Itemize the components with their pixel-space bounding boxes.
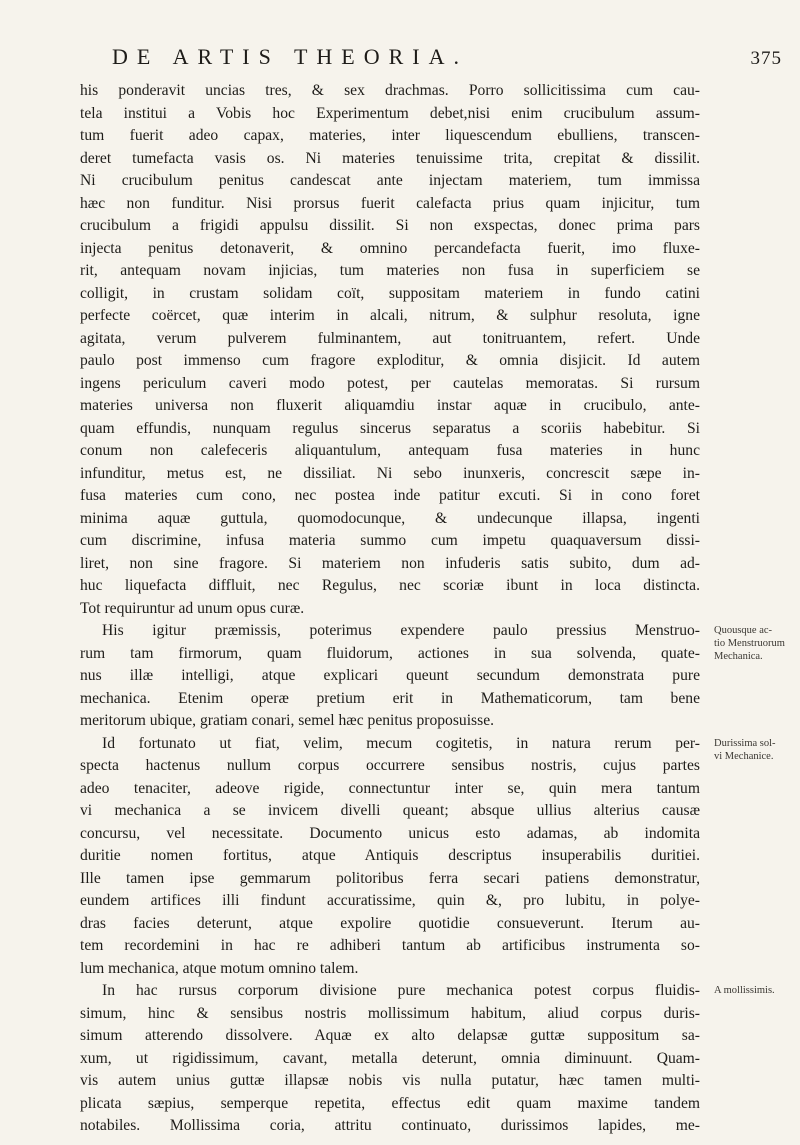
running-title: DE ARTIS THEORIA.: [112, 44, 468, 69]
text-line: fusa materies cum cono, nec postea inde patitur excuti. Si in cono foret: [80, 487, 700, 504]
text-line: In hac rursus corporum divisione pure mechanica potest corpus fluidis-: [102, 982, 700, 999]
text-line: tem recordemini in hac re adhiberi tantum ab artificibus instrumenta so-: [80, 937, 700, 954]
margin-note: [714, 984, 794, 997]
text-line: perfecte coërcet, quæ interim in alcali, nitrum, & sulphur resoluta, igne: [80, 307, 700, 324]
text-line: rum tam firmorum, quam fluidorum, actiones in sua solvenda, quate-: [80, 644, 700, 662]
text-line: vi mechanica a se invicem divelli queant; absque ullius alterius causæ: [80, 802, 700, 819]
text-line: tela institui a Vobis hoc Experimentum debet,nisi enim crucibulum assum-: [80, 104, 700, 122]
text-line: conum non calefeceris aliquantulum, antequam fusa materies in hunc: [80, 442, 700, 459]
text-line: vis autem unius guttæ illapsæ nobis vis nulla putatur, hæc tamen multi-: [80, 1072, 700, 1089]
text-line: concursu, vel necessitate. Documento unicus esto adamas, ab indomita: [80, 824, 700, 842]
page-number: 375: [750, 48, 782, 69]
text-line: huc liquefacta diffluit, nec Regulus, nec scoriæ ibunt in loca distincta.: [80, 577, 700, 594]
text-line: hæc non funditur. Nisi prorsus fuerit calefacta prius quam injicitur, tum: [80, 194, 700, 212]
text-line: nus illæ intelligi, atque explicari queunt secundum demonstrata pure: [80, 667, 700, 684]
text-line: plicata sæpius, semperque repetita, effectus edit quam maxime tandem: [80, 1094, 700, 1112]
text-line: tum fuerit adeo capax, materies, inter liquescendum ebulliens, transcen-: [80, 127, 700, 144]
text-line: cum discrimine, infusa materia summo cum impetu quaquaversum dissi-: [80, 532, 700, 549]
margin-note-line: vi Mechanice.: [714, 750, 774, 762]
text-line: simum, hinc & sensibus nostris mollissimum habitum, aliud corpus duris-: [80, 1004, 700, 1022]
margin-note-line: Quousque ac-: [714, 625, 773, 636]
text-line: duritie nomen fortitus, atque Antiquis descriptus insuperabilis duritiei.: [80, 847, 700, 864]
text-line: His igitur præmissis, poterimus expendere paulo pressius Menstruo-: [102, 622, 700, 639]
margin-note-line: Mechanica.: [714, 651, 763, 662]
text-line: crucibulum a frigidi appulsu dissilit. Si non exspectas, donec prima pars: [80, 217, 700, 234]
text-line: agitata, verum pulverem fulminantem, aut tonitruantem, refert. Unde: [80, 329, 700, 347]
text-line: ingens periculum caveri modo potest, per cautelas memoratas. Si rursum: [80, 374, 700, 392]
text-line: eundem artifices illi findunt accuratissime, quin &, pro lubitu, in polye-: [80, 892, 700, 909]
text-line: liret, non sine fragore. Si materiem non infuderis satis subito, dum ad-: [80, 554, 700, 572]
text-line: materies universa non fluxerit aliquamdiu instar aquæ in crucibulo, ante-: [80, 397, 700, 414]
text-line: Ni crucibulum penitus candescat ante injectam materiem, tum immissa: [80, 172, 700, 189]
text-line: dras facies deterunt, atque expolire quotidie consueverunt. Iterum au-: [80, 914, 700, 932]
text-line: mechanica. Etenim operæ pretium erit in Mathematicorum, tam bene: [80, 689, 700, 707]
margin-note-line: A mollissimis.: [714, 985, 775, 996]
text-line: infunditur, metus est, ne dissiliat. Ni sebo inunxeris, concrescit sæpe in-: [80, 464, 700, 482]
margin-note: [714, 624, 794, 663]
text-line: deret tumefacta vasis os. Ni materies tenuissime trita, crepitat & dissilit.: [80, 149, 700, 167]
text-line: adeo tenaciter, adeove rigide, connectuntur inter se, quin mera tantum: [80, 779, 700, 797]
text-line: quam effundis, nunquam regulus sincerus separatus a scoriis habebitur. Si: [80, 419, 700, 437]
text-line: meritorum ubique, gratiam conari, semel hæc penitus proposuisse.: [80, 712, 495, 729]
text-line: his ponderavit uncias tres, & sex drachmas. Porro sollicitissima cum cau-: [80, 82, 700, 99]
text-line: minima aquæ guttula, quomodocunque, & undecunque illapsa, ingenti: [80, 509, 700, 527]
text-line: notabiles. Mollissima coria, attritu continuato, durissimos lapides, me-: [80, 1117, 700, 1134]
body-text: [80, 80, 700, 1138]
text-line: rit, antequam novam injicias, tum materies non fusa in superficiem se: [80, 262, 700, 279]
text-line: paulo post immenso cum fragore exploditur, & omnia disjicit. Id autem: [80, 352, 700, 369]
text-line: colligit, in crustam solidam coït, suppositam materiem in fundo catini: [80, 284, 700, 302]
text-line: simum atterendo dissolvere. Aquæ ex alto delapsæ guttæ suppositum sa-: [80, 1027, 700, 1044]
text-line: injecta penitus detonaverit, & omnino percandefacta fuerit, imo fluxe-: [80, 239, 700, 257]
text-line: specta hactenus nullum corpus occurrere sensibus nostris, cujus partes: [80, 757, 700, 774]
text-line: Tot requiruntur ad unum opus curæ.: [80, 599, 305, 617]
margin-note-line: Durissima sol-: [714, 737, 776, 749]
margin-note-line: tio Menstruorum: [714, 638, 785, 649]
text-line: Ille tamen ipse gemmarum politoribus ferra secari patiens demonstratur,: [80, 869, 700, 887]
text-line: lum mechanica, atque motum omnino talem.: [80, 959, 359, 977]
running-head: [82, 44, 782, 78]
margin-note: [714, 737, 794, 763]
text-line: Id fortunato ut fiat, velim, mecum cogitetis, in natura rerum per-: [102, 734, 700, 752]
text-line: xum, ut rigidissimum, cavant, metalla deterunt, omnia diminuunt. Quam-: [80, 1049, 700, 1067]
